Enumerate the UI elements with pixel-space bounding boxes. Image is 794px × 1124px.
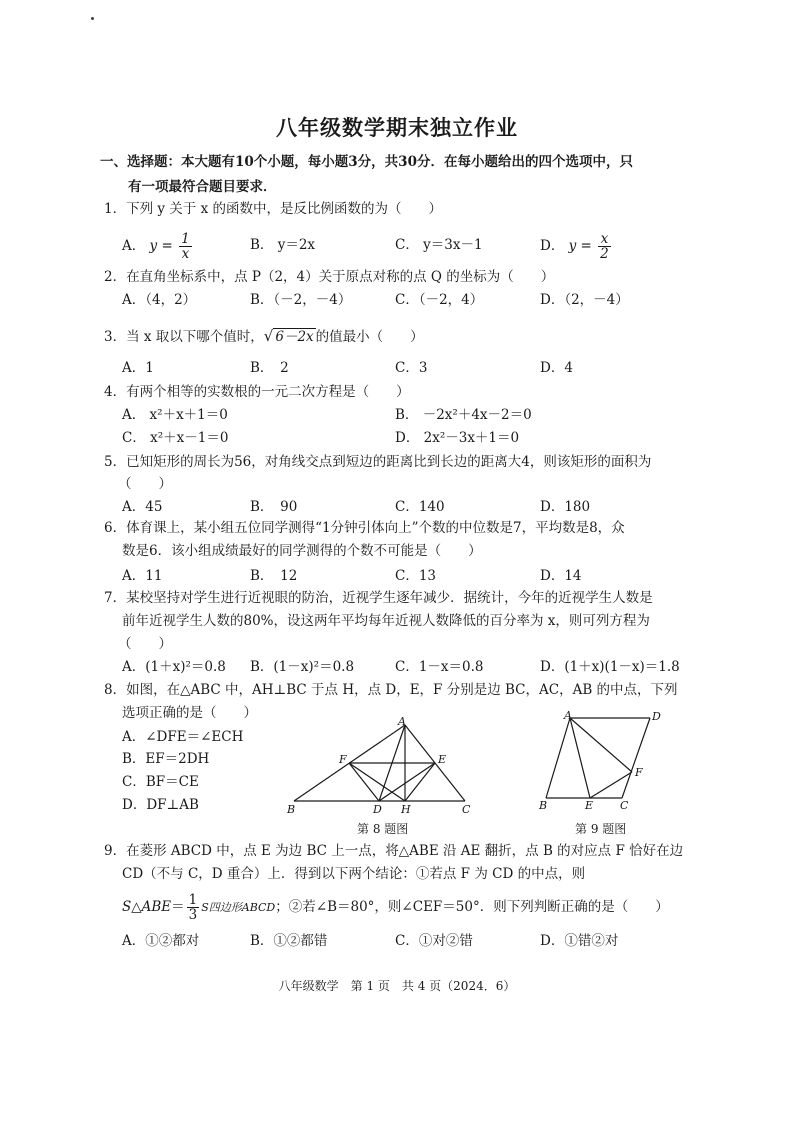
q1-d-numerator: x [598,232,611,247]
q1-d-denominator: 2 [600,246,609,262]
fig9-label-d: D [652,710,661,723]
q7-stem: 7．某校坚持对学生进行近视眼的防治，近视学生逐年减少．据统计，今年的近视学生人数是 [104,590,653,606]
q3-stem [104,326,424,347]
fig9-label-f: F [635,766,643,779]
q9-s-abe: S△ABE [122,899,172,915]
q2-option-a[interactable]: A．（4，2） [122,292,197,308]
q8-option-d[interactable]: D．DF⊥AB [122,797,199,813]
q5-option-c[interactable]: C．140 [395,499,445,515]
q3-stem-post: 的值最小（ ） [315,329,424,345]
q1-a-denominator: x [181,246,190,262]
q1-a-numerator: 1 [181,231,190,247]
q6-option-b[interactable]: B． 12 [250,568,298,584]
q7-option-a[interactable]: A．(1＋x)²＝0.8 [122,659,226,675]
q3-option-c[interactable]: C．3 [395,360,428,376]
q4-option-a[interactable]: A． x²＋x＋1＝0 [122,407,228,423]
q4-stem: 4．有两个相等的实数根的一元二次方程是（ ） [104,384,410,400]
fig9-segment-af [570,718,632,772]
q2-option-c[interactable]: C．（－2，4） [395,292,484,308]
q2-option-d[interactable]: D．（2，－4） [540,292,629,308]
q1-option-d[interactable] [540,232,613,261]
fig9-side-cd [622,718,650,798]
q6-option-a[interactable]: A．11 [122,568,163,584]
q3-option-d[interactable]: D．4 [540,360,573,376]
q5-stem-line2: （ ） [118,476,172,492]
sqrt-icon: √ [263,327,274,345]
q2-option-b[interactable]: B．（－2，－4） [250,292,352,308]
q7-option-b[interactable]: B．(1－x)²＝0.8 [250,659,355,675]
q6-option-c[interactable]: C．13 [395,568,437,584]
q1-option-a-expr: y = [149,238,173,254]
q8-option-a[interactable]: A．∠DFE＝∠ECH [122,729,244,745]
q9-stem-line3 [122,893,669,922]
q1-option-a-label: A． [122,238,146,254]
q1-option-d-fraction [598,232,611,261]
q9-equals: ＝ [171,899,185,915]
q7-stem-line2: 前年近视学生人数的80%，设这两年平均每年近视人数降低的百分率为 x，则可列方程为 [122,613,650,629]
fig9-label-a: A [564,709,572,722]
q9-option-a[interactable]: A．①②都对 [122,933,200,949]
q8-stem: 8．如图，在△ABC 中，AH⊥BC 于点 H，点 D，E，F 分别是边 BC，AC，AB 的中点，下列 [104,682,678,698]
q9-stem-line3-post: ；②若∠B＝80°，则∠CEF＝50°．则下列判断正确的是（ ） [275,899,669,915]
fig9-label-c: C [620,799,629,812]
fig8-label-h: H [401,803,411,816]
q2-stem: 2．在直角坐标系中，点 P（2，4）关于原点对称的点 Q 的坐标为（ ） [104,269,555,285]
q3-sqrt-expr: 6－2x [275,329,314,345]
q5-option-b[interactable]: B． 90 [250,499,298,515]
section-heading-line2: 有一项最符合题目要求． [128,179,277,195]
fig8-label-b: B [287,803,296,816]
q5-option-a[interactable]: A．45 [122,499,163,515]
fig9-segment-ef [590,772,632,798]
q1-option-c[interactable]: C． y＝3x－1 [395,237,483,253]
q4-option-c[interactable]: C． x²＋x－1＝0 [122,430,229,446]
q9-stem-line2: CD（不与 C，D 重合）上．得到以下两个结论：①若点 F 为 CD 的中点，则 [122,866,586,882]
q1-option-d-expr: y = [568,238,592,254]
q1-option-d-label: D． [540,238,565,254]
q9-s-quad: S四边形ABCD [201,901,276,914]
q7-option-d[interactable]: D．(1＋x)(1－x)＝1.8 [540,659,680,675]
q9-frac-numerator: 1 [188,892,198,908]
q4-option-d[interactable]: D． 2x²－3x＋1＝0 [395,430,520,446]
q5-option-d[interactable]: D．180 [540,499,591,515]
q4-option-b[interactable]: B． －2x²＋4x－2＝0 [395,407,532,423]
q1-stem: 1．下列 y 关于 x 的函数中，是反比例函数的为（ ） [104,201,442,217]
fig9-segment-ae [570,718,590,798]
q3-option-a[interactable]: A．1 [122,360,154,376]
q9-frac-denominator: 3 [188,907,198,923]
fig8-label-c: C [462,803,471,816]
scan-dot [91,17,94,20]
figure-9-caption: 第 9 题图 [575,822,627,836]
q1-option-a-fraction [179,232,192,261]
page-title: 八年级数学期末独立作业 [276,115,518,140]
fig8-segment-ed [379,763,435,801]
fig8-label-d: D [373,803,382,816]
figure-8-caption: 第 8 题图 [357,822,409,836]
figure-9-diagram [534,708,669,818]
q9-option-c[interactable]: C．①对②错 [395,933,473,949]
q5-stem: 5．已知矩形的周长为56，对角线交点到短边的距离比到长边的距离大4，则该矩形的面积为 [104,454,652,470]
q8-option-c[interactable]: C．BF＝CE [122,774,199,790]
q9-option-d[interactable]: D．①错②对 [540,933,619,949]
q3-option-b[interactable]: B． 2 [250,360,289,376]
fig9-side-ab [546,718,570,798]
page-footer: 八年级数学 第 1 页 共 4 页（2024．6） [278,979,516,993]
figure-8-diagram [282,715,482,820]
fig9-label-b: B [539,799,548,812]
fig8-segment-eh [405,763,435,801]
q7-option-c[interactable]: C．1－x＝0.8 [395,659,484,675]
section-heading: 一、选择题：本大题有10个小题，每小题3分，共30分．在每小题给出的四个选项中，只 [100,154,633,170]
fig8-label-a: A [398,715,406,728]
q6-stem: 6．体育课上，某小组五位同学测得“1分钟引体向上”个数的中位数是7，平均数是8，众 [104,520,625,536]
fig8-segment-fh [349,763,405,801]
fig8-label-e: E [438,753,447,766]
q3-stem-pre: 3．当 x 取以下哪个值时， [104,329,264,345]
q1-option-b[interactable]: B． y＝2x [250,237,316,253]
q8-stem-line2: 选项正确的是（ ） [122,705,257,721]
q9-option-b[interactable]: B．①②都错 [250,933,328,949]
q7-stem-line3: （ ） [118,636,172,652]
q9-fraction [187,893,200,922]
q1-option-a[interactable] [122,232,194,261]
fig9-label-e: E [585,799,594,812]
q6-option-d[interactable]: D．14 [540,568,582,584]
fig8-label-f: F [339,753,347,766]
q9-stem: 9．在菱形 ABCD 中，点 E 为边 BC 上一点，将△ABE 沿 AE 翻折，点 B 的对应点 F 恰好在边 [104,843,684,859]
q6-stem-line2: 数是6．该小组成绩最好的同学测得的个数不可能是（ ） [122,543,482,559]
fig8-segment-fd [349,763,379,801]
q8-option-b[interactable]: B．EF＝2DH [122,751,210,767]
